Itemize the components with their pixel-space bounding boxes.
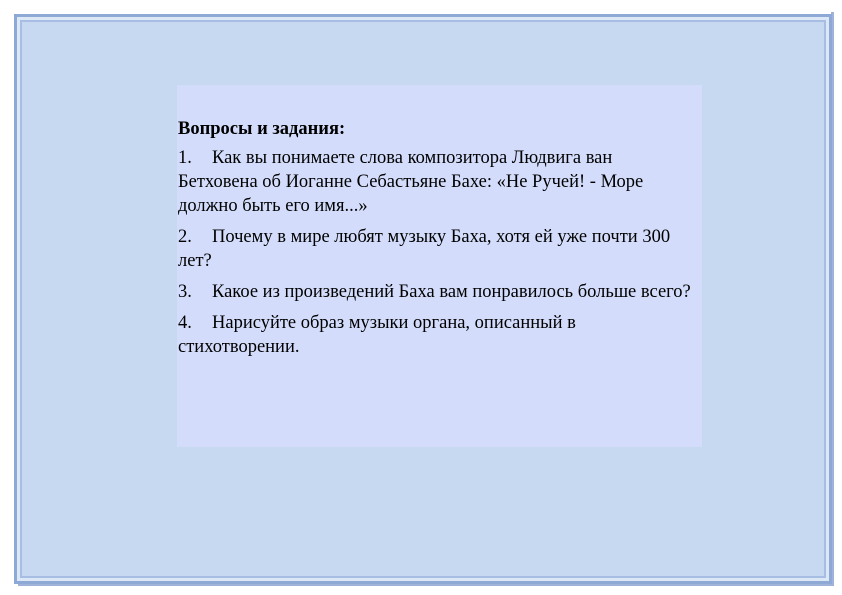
question-text: Почему в мире любят музыку Баха, хотя ей уже почти 300 лет? (178, 227, 671, 271)
question-text: Как вы понимаете слова композитора Людвига ван Бетховена об Иоганне Себастьяне Бахе: «Не Ручей! - Море должно быть его имя...» (178, 148, 644, 216)
question-text: Нарисуйте образ музыки органа, описанный в стихотворении. (178, 313, 576, 357)
question-number: 1. (178, 148, 192, 168)
question-item-1 (178, 146, 696, 218)
question-number: 2. (178, 227, 192, 247)
questions-heading: Вопросы и задания: (178, 119, 346, 139)
question-number: 4. (178, 313, 192, 333)
question-item-3 (178, 280, 696, 304)
question-text: Какое из произведений Баха вам понравилось больше всего? (212, 282, 691, 302)
questions-text-box (177, 85, 702, 447)
question-item-4 (178, 311, 696, 359)
question-number: 3. (178, 282, 192, 302)
question-item-2 (178, 225, 696, 273)
